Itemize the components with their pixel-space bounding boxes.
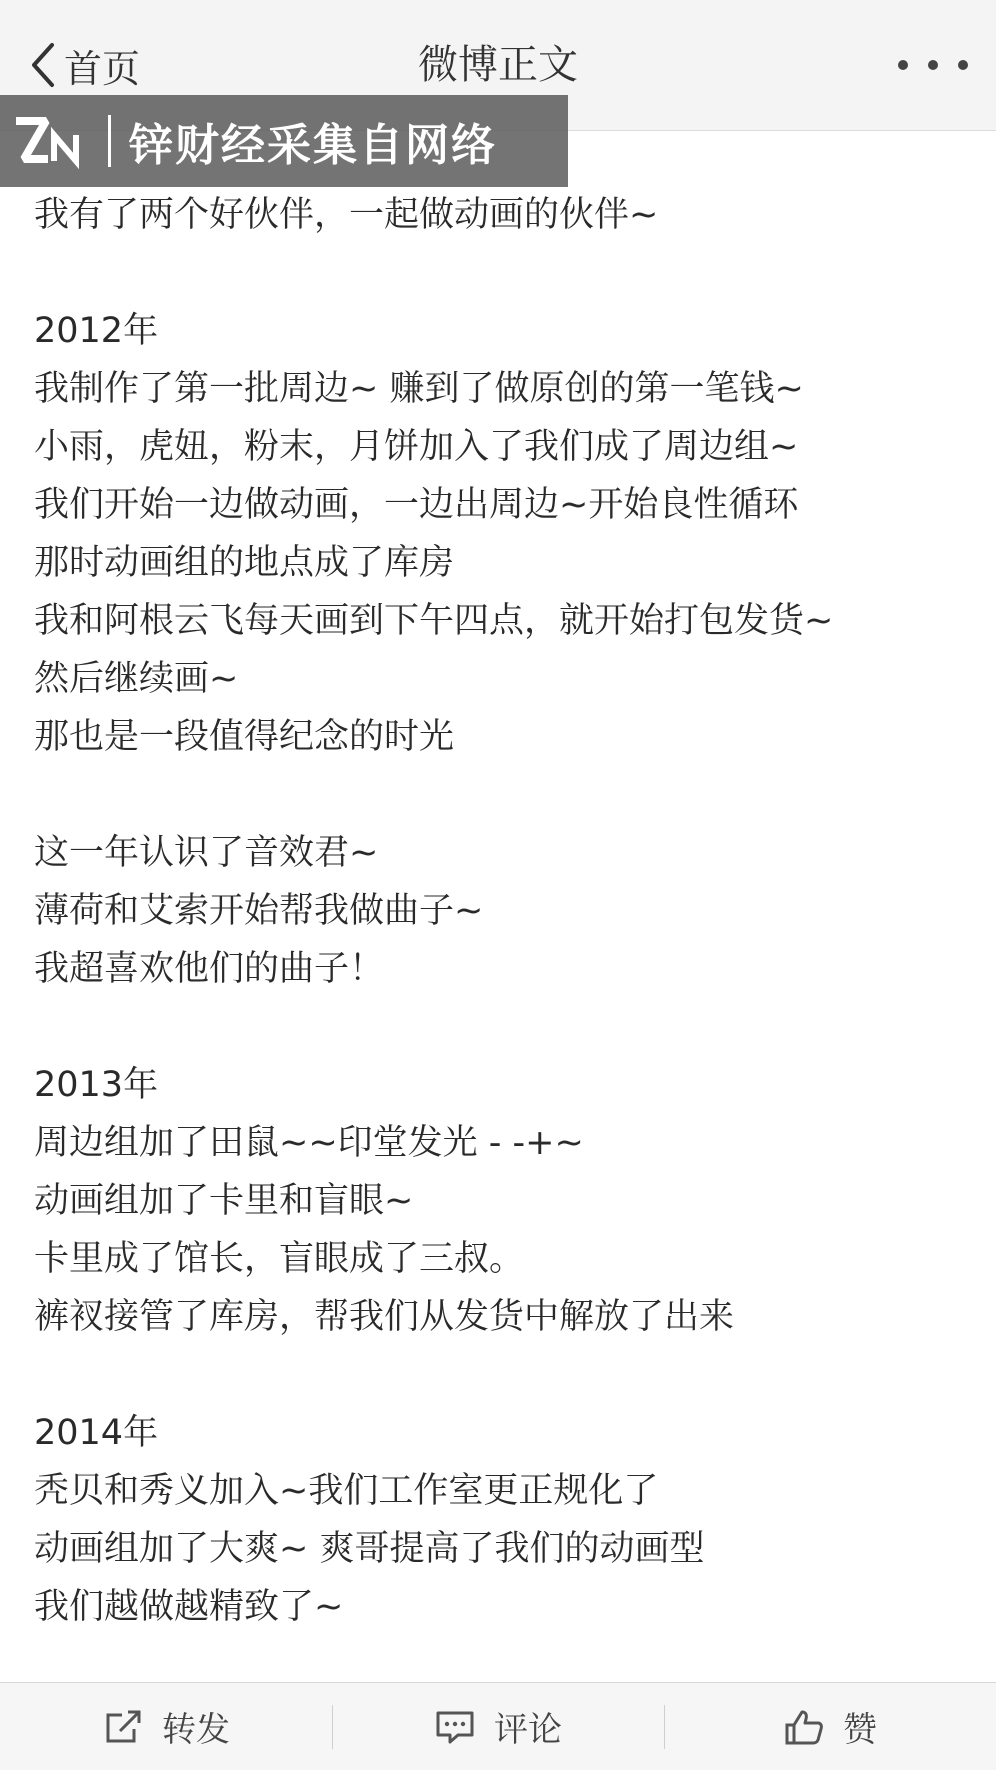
- watermark-divider: [108, 115, 111, 167]
- post-text-line: 动画组加了大爽~ 爽哥提高了我们的动画型: [34, 1529, 705, 1569]
- page-title: 微博正文: [418, 42, 578, 88]
- repost-label: 转发: [162, 1710, 230, 1750]
- comment-label: 评论: [494, 1710, 562, 1750]
- post-text-line: 那也是一段值得纪念的时光: [34, 717, 455, 757]
- paragraph-gap: [34, 244, 964, 302]
- zn-logo: [0, 95, 100, 187]
- source-watermark: [0, 95, 568, 187]
- repost-icon: [102, 1707, 144, 1747]
- action-bar: [0, 1682, 996, 1770]
- comment-button[interactable]: [332, 1683, 664, 1770]
- post-text-line: 2014年: [34, 1413, 159, 1453]
- more-dot-icon: [928, 60, 938, 70]
- zn-logo-icon: [12, 113, 88, 169]
- post-text-line: 裤衩接管了库房，帮我们从发货中解放了出来: [34, 1297, 735, 1337]
- more-dot-icon: [898, 60, 908, 70]
- post-text-line: 卡里成了馆长，盲眼成了三叔。: [34, 1239, 525, 1279]
- like-button[interactable]: [664, 1683, 996, 1770]
- post-text-line: 2013年: [34, 1065, 159, 1105]
- post-text-line: 周边组加了田鼠~~印堂发光 - -+~: [34, 1123, 584, 1163]
- post-text-line: 2012年: [34, 311, 159, 351]
- watermark-text: 锌财经采集自网络: [129, 120, 497, 171]
- post-text-line: 然后继续画~: [34, 659, 239, 699]
- more-options-button[interactable]: [898, 52, 968, 78]
- post-text-line: 小雨，虎妞，粉末，月饼加入了我们成了周边组~: [34, 427, 799, 467]
- more-dot-icon: [958, 60, 968, 70]
- paragraph-gap: [34, 766, 964, 824]
- post-text-line: 我和阿根云飞每天画到下午四点，就开始打包发货~: [34, 601, 834, 641]
- post-text-line: 这一年认识了音效君~: [34, 833, 379, 873]
- post-text-line: 我们越做越精致了~: [34, 1587, 344, 1627]
- paragraph-gap: [34, 998, 964, 1056]
- paragraph-gap: [34, 1346, 964, 1404]
- post-text-line: 我制作了第一批周边~ 赚到了做原创的第一笔钱~: [34, 369, 804, 409]
- post-body: [34, 186, 964, 1636]
- post-text-line: 我们开始一边做动画，一边出周边~开始良性循环: [34, 485, 799, 525]
- thumbs-up-icon: [783, 1707, 825, 1747]
- post-text-line: 那时动画组的地点成了库房: [34, 543, 455, 583]
- post-text-line: 我有了两个好伙伴，一起做动画的伙伴~: [34, 195, 659, 235]
- post-text-line: 秃贝和秀义加入~我们工作室更正规化了: [34, 1471, 659, 1511]
- comment-icon: [434, 1707, 476, 1747]
- post-text-line: 动画组加了卡里和盲眼~: [34, 1181, 414, 1221]
- back-label: 首页: [64, 46, 141, 91]
- like-label: 赞: [843, 1710, 877, 1750]
- post-text-line: 我超喜欢他们的曲子！: [34, 949, 385, 989]
- post-text-line: 薄荷和艾索开始帮我做曲子~: [34, 891, 484, 931]
- repost-button[interactable]: [0, 1683, 332, 1770]
